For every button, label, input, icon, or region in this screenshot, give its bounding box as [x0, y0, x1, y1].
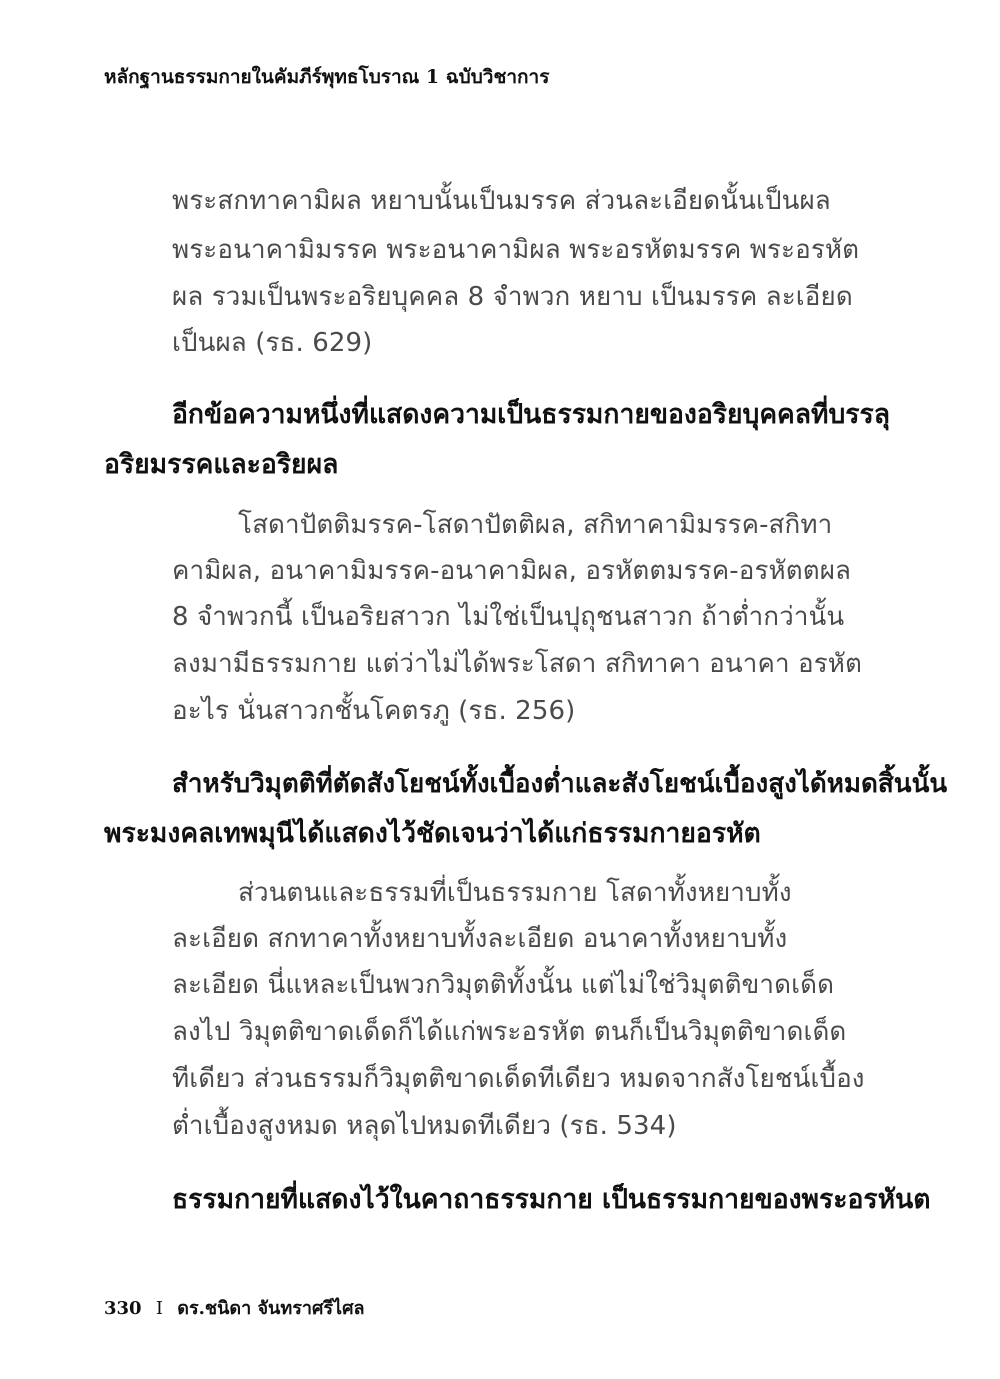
running-header: หลักฐานธรรมกายในคัมภีร์พุทธโบราณ 1 ฉบับวิชาการ	[104, 66, 550, 88]
quote-line: ส่วนตนและธรรมที่เป็นธรรมกาย โสดาทั้งหยาบทั้ง	[238, 878, 792, 908]
quote-line: เป็นผล (รธ. 629)	[172, 328, 373, 358]
quote-line: 8 จำพวกนี้ เป็นอริยสาวก ไม่ใช่เป็นปุถุชนสาวก ถ้าต่ำกว่านั้น	[172, 602, 845, 632]
quote-line: ทีเดียว ส่วนธรรมก็วิมุตติขาดเด็ดทีเดียว หมดจากสังโยชน์เบื้อง	[172, 1064, 865, 1094]
footer-separator: I	[155, 1298, 163, 1319]
quote-line: ต่ำเบื้องสูงหมด หลุดไปหมดทีเดียว (รธ. 534)	[172, 1111, 677, 1141]
body-line: พระมงคลเทพมุนีได้แสดงไว้ชัดเจนว่าได้แก่ธรรมกายอรหัต	[104, 818, 761, 849]
page-footer	[104, 1293, 365, 1322]
quote-line: พระสกทาคามิผล หยาบนั้นเป็นมรรค ส่วนละเอียดนั้นเป็นผล	[172, 186, 831, 216]
quote-line: ผล รวมเป็นพระอริยบุคคล 8 จำพวก หยาบ เป็นมรรค ละเอียด	[172, 282, 853, 312]
body-line: อีกข้อความหนึ่งที่แสดงความเป็นธรรมกายของอริยบุคคลที่บรรลุ	[172, 399, 891, 430]
quote-line: อะไร นั่นสาวกชั้นโคตรภู (รธ. 256)	[172, 696, 576, 726]
body-line: สำหรับวิมุตติที่ตัดสังโยชน์ทั้งเบื้องต่ำและสังโยชน์เบื้องสูงได้หมดสิ้นนั้น	[172, 769, 948, 799]
author-name: ดร.ชนิดา จันทราศรีไศล	[177, 1298, 365, 1319]
quote-line: พระอนาคามิมรรค พระอนาคามิผล พระอรหัตมรรค พระอรหัต	[172, 235, 860, 265]
quote-line: ลงไป วิมุตติขาดเด็ดก็ได้แก่พระอรหัต ตนก็เป็นวิมุตติขาดเด็ด	[172, 1017, 847, 1047]
page-number: 330	[104, 1298, 142, 1319]
quote-line: ละเอียด สกทาคาทั้งหยาบทั้งละเอียด อนาคาทั้งหยาบทั้ง	[172, 924, 788, 954]
body-line: อริยมรรคและอริยผล	[104, 449, 339, 480]
body-line: ธรรมกายที่แสดงไว้ในคาถาธรรมกาย เป็นธรรมกายของพระอรหันต	[172, 1184, 931, 1215]
quote-line: คามิผล, อนาคามิมรรค-อนาคามิผล, อรหัตตมรรค-อรหัตตผล	[172, 556, 852, 586]
quote-line: โสดาปัตติมรรค-โสดาปัตติผล, สกิทาคามิมรรค-สกิทา	[238, 510, 833, 540]
quote-line: ลงมามีธรรมกาย แต่ว่าไม่ได้พระโสดา สกิทาคา อนาคา อรหัต	[172, 649, 863, 679]
quote-line: ละเอียด นี่แหละเป็นพวกวิมุตติทั้งนั้น แต่ไม่ใช่วิมุตติขาดเด็ด	[172, 970, 835, 1000]
